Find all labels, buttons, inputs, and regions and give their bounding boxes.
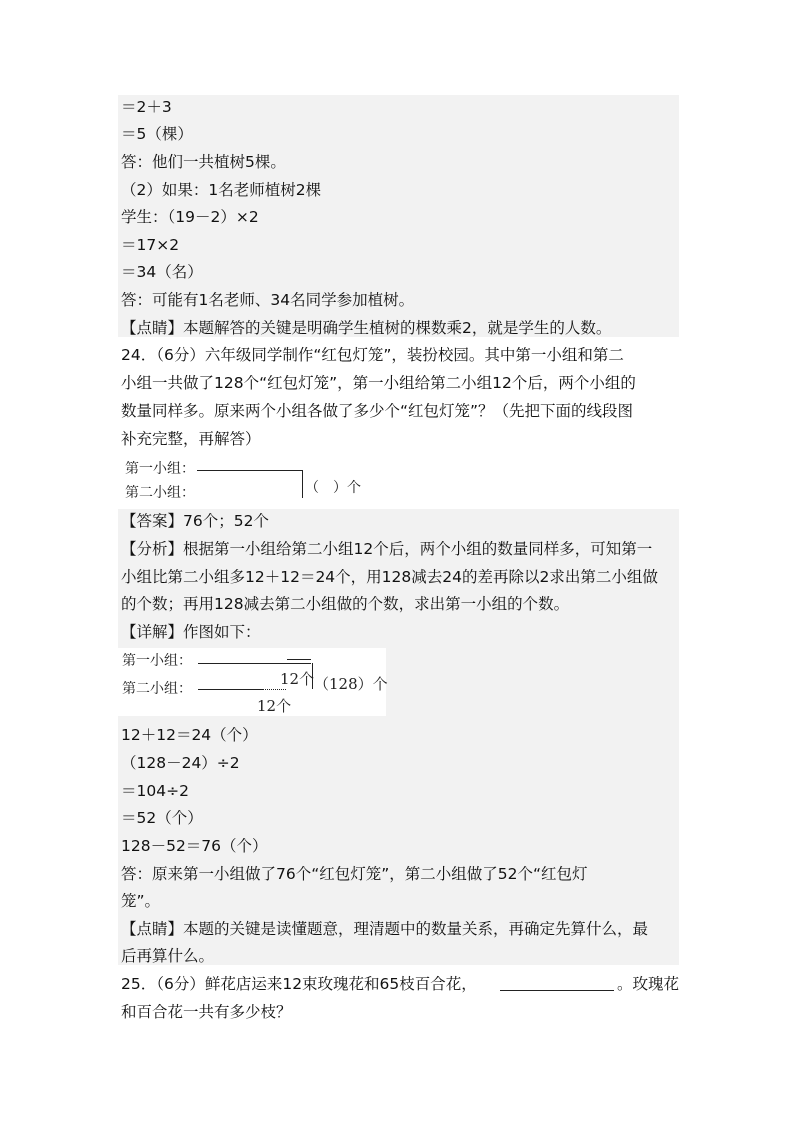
group1-label: 第一小组： <box>122 653 192 669</box>
answer-line: 答：可能有1名老师、34名同学参加植树。 <box>121 291 415 309</box>
calc-line: ＝2＋3 <box>121 98 172 116</box>
calc-line: ＝34（名） <box>121 263 203 281</box>
answer-line: 答：他们一共植树5棵。 <box>121 153 286 171</box>
question-text: 24．（6分）六年级同学制作“红包灯笼”，装扮校园。其中第一小组和第二 <box>121 346 624 364</box>
group1-extra-segment <box>287 659 311 660</box>
calc-line: ＝5（棵） <box>121 125 193 143</box>
comment-line: 后再算什么。 <box>121 947 215 965</box>
answer-line: 答：原来第一小组做了76个“红包灯笼”，第二小组做了52个“红包灯 <box>121 865 588 883</box>
fill-in-blank[interactable] <box>500 990 614 991</box>
total-label: （128）个 <box>314 675 388 693</box>
diff-label-bottom: 12个 <box>257 697 292 715</box>
analysis-line: 【分析】根据第一小组给第二小组12个后，两个小组的数量同样多，可知第一 <box>121 540 653 558</box>
answer-line: 【答案】76个；52个 <box>121 512 269 530</box>
calc-line: 学生：（19－2）×2 <box>121 208 259 226</box>
total-label: （ ）个 <box>305 480 361 496</box>
calc-line: （128－24）÷2 <box>121 754 240 772</box>
calc-line: 12＋12＝24（个） <box>121 726 258 744</box>
answer-line: 笼”。 <box>121 892 161 910</box>
group2-extra-segment <box>262 689 286 690</box>
detail-heading: 【详解】作图如下： <box>121 623 261 641</box>
comment-line: 【点睛】本题解答的关键是明确学生植树的棵数乘2，就是学生的人数。 <box>121 319 612 337</box>
group2-label: 第二小组： <box>125 485 195 501</box>
total-brace <box>302 470 303 498</box>
calc-line: ＝17×2 <box>121 236 180 254</box>
question-text: 。玫瑰花 <box>617 975 680 993</box>
comment-line: 【点睛】本题的关键是读懂题意，理清题中的数量关系，再确定先算什么，最 <box>121 920 649 938</box>
calc-line: ＝104÷2 <box>121 782 189 800</box>
calc-line: 128－52＝76（个） <box>121 837 268 855</box>
group2-label: 第二小组： <box>122 681 192 697</box>
question-text: 25．（6分）鲜花店运来12束玫瑰花和65枝百合花， <box>121 975 477 993</box>
calc-line: ＝52（个） <box>121 809 203 827</box>
group1-segment <box>198 663 311 664</box>
group1-label: 第一小组： <box>125 461 195 477</box>
question-text: 补充完整，再解答） <box>121 430 261 448</box>
total-brace <box>312 663 313 689</box>
analysis-line: 的个数；再用128减去第二小组做的个数，求出第一小组的个数。 <box>121 595 570 613</box>
group2-segment <box>198 689 262 690</box>
diff-label-top: 12个 <box>280 670 315 688</box>
question-text: 小组一共做了128个“红包灯笼”，第一小组给第二小组12个后，两个小组的 <box>121 374 636 392</box>
question-text: 和百合花一共有多少枝？ <box>121 1003 292 1021</box>
analysis-line: 小组比第二小组多12＋12＝24个，用128减去24的差再除以2求出第二小组做 <box>121 568 658 586</box>
case-line: （2）如果：1名老师植树2棵 <box>121 181 322 199</box>
question-text: 数量同样多。原来两个小组各做了多少个“红包灯笼”？（先把下面的线段图 <box>121 402 634 420</box>
group1-segment <box>197 470 303 471</box>
